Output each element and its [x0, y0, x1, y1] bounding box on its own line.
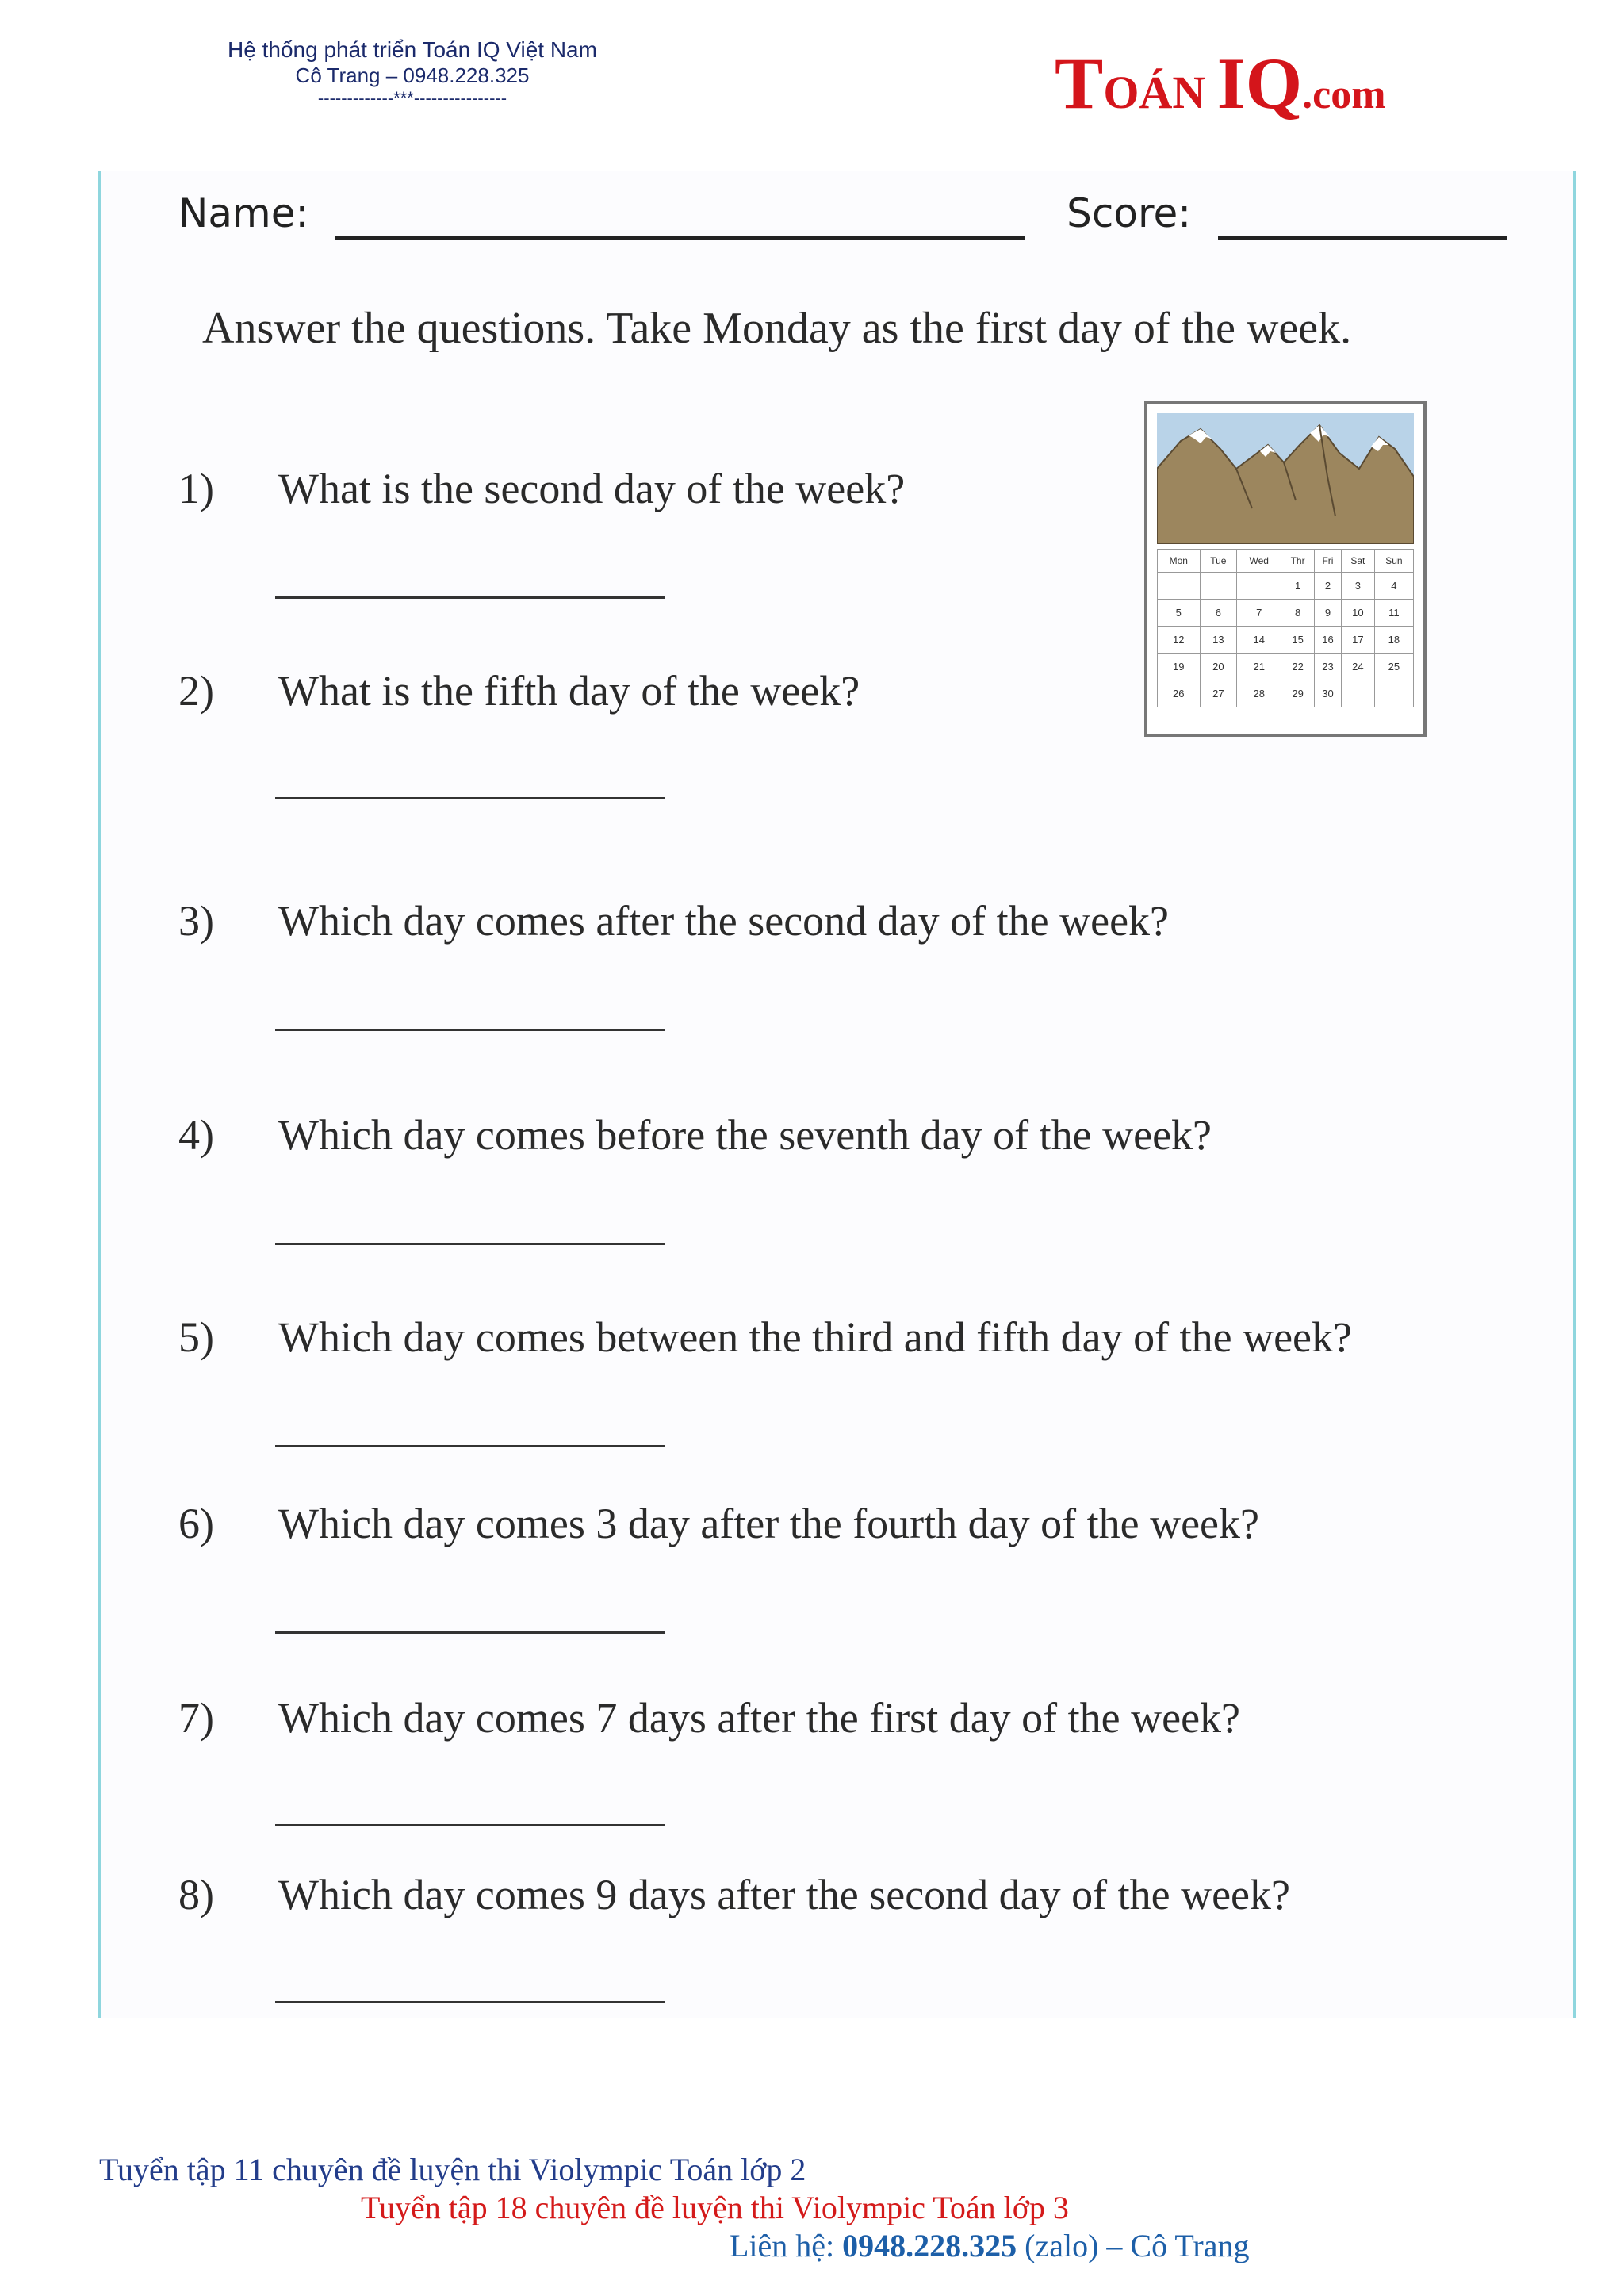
calendar-cell: 10: [1341, 600, 1374, 627]
question-number: 3): [178, 897, 214, 945]
name-score-row: [178, 190, 1507, 240]
question-text: Which day comes 7 days after the first day of the week?: [278, 1694, 1241, 1742]
calendar-cell: 27: [1200, 680, 1237, 707]
calendar-header-row: [1158, 550, 1414, 573]
question-number: 6): [178, 1500, 214, 1547]
calendar-cell: 21: [1237, 654, 1281, 680]
calendar-cell: 1: [1281, 573, 1315, 600]
calendar-illustration: [1144, 401, 1427, 737]
question-text: Which day comes 3 day after the fourth day of the week?: [278, 1500, 1259, 1547]
question-number: 4): [178, 1111, 214, 1159]
calendar-cell: 13: [1200, 627, 1237, 654]
question-5: [178, 1313, 1352, 1362]
calendar-cell: 20: [1200, 654, 1237, 680]
org-line: Hệ thống phát triển Toán IQ Việt Nam: [228, 37, 597, 62]
question-number: 1): [178, 465, 214, 512]
toaniq-logo: [1055, 41, 1386, 125]
answer-line-3[interactable]: [275, 1029, 665, 1031]
calendar-cell: [1158, 573, 1201, 600]
calendar-cell: 9: [1314, 600, 1341, 627]
question-6: [178, 1499, 1259, 1548]
question-number: 7): [178, 1694, 214, 1742]
question-3: [178, 896, 1169, 945]
answer-line-8[interactable]: [275, 2001, 665, 2003]
header-info: [143, 36, 682, 109]
day-header: Sun: [1374, 550, 1413, 573]
calendar-cell: 18: [1374, 627, 1413, 654]
calendar-cell: [1341, 680, 1374, 707]
question-text: Which day comes after the second day of the week?: [278, 897, 1170, 945]
calendar-cell: 12: [1158, 627, 1201, 654]
answer-line-1[interactable]: [275, 596, 665, 599]
calendar-grid: [1157, 549, 1414, 707]
logo-part-3: IQ: [1216, 43, 1303, 124]
calendar-cell: 29: [1281, 680, 1315, 707]
calendar-week: [1158, 680, 1414, 707]
question-8: [178, 1870, 1290, 1919]
question-text: Which day comes before the seventh day of the week?: [278, 1111, 1212, 1159]
calendar-cell: 16: [1314, 627, 1341, 654]
footer-contact: [730, 2227, 1250, 2264]
question-text: Which day comes between the third and fifth day of the week?: [278, 1313, 1352, 1361]
calendar-week: [1158, 573, 1414, 600]
contact-line: Cô Trang – 0948.228.325: [295, 63, 530, 87]
answer-line-4[interactable]: [275, 1243, 665, 1245]
calendar-cell: 17: [1341, 627, 1374, 654]
logo-part-4: .com: [1302, 72, 1386, 117]
question-text: What is the second day of the week?: [278, 465, 906, 512]
calendar-week: [1158, 654, 1414, 680]
calendar-cell: 24: [1341, 654, 1374, 680]
question-number: 2): [178, 667, 214, 715]
contact-phone: 0948.228.325: [842, 2228, 1017, 2263]
day-header: Sat: [1341, 550, 1374, 573]
question-text: What is the fifth day of the week?: [278, 667, 860, 715]
calendar-cell: 2: [1314, 573, 1341, 600]
answer-line-6[interactable]: [275, 1631, 665, 1634]
answer-line-2[interactable]: [275, 797, 665, 799]
calendar-cell: 15: [1281, 627, 1315, 654]
calendar-cell: 3: [1341, 573, 1374, 600]
question-number: 5): [178, 1313, 214, 1361]
calendar-week: [1158, 627, 1414, 654]
calendar-week: [1158, 600, 1414, 627]
calendar-cell: 7: [1237, 600, 1281, 627]
day-header: Thr: [1281, 550, 1315, 573]
calendar-cell: 28: [1237, 680, 1281, 707]
day-header: Wed: [1237, 550, 1281, 573]
calendar-cell: [1200, 573, 1237, 600]
logo-part-1: T: [1055, 43, 1104, 124]
day-header: Mon: [1158, 550, 1201, 573]
question-number: 8): [178, 1871, 214, 1918]
question-4: [178, 1110, 1212, 1159]
footer-link-grade-3[interactable]: Tuyển tập 18 chuyên đề luyện thi Violympic Toán lớp 3: [361, 2190, 1069, 2225]
frame-right-border: [1573, 171, 1576, 2018]
calendar-cell: [1374, 680, 1413, 707]
score-field[interactable]: [1218, 190, 1507, 240]
name-label: Name:: [178, 190, 309, 236]
answer-line-7[interactable]: [275, 1824, 665, 1826]
contact-suffix: (zalo) – Cô Trang: [1017, 2228, 1250, 2263]
question-1: [178, 464, 905, 513]
calendar-cell: 25: [1374, 654, 1413, 680]
logo-part-2: OÁN: [1103, 67, 1217, 118]
question-7: [178, 1693, 1240, 1742]
question-text: Which day comes 9 days after the second day of the week?: [278, 1871, 1290, 1918]
day-header: Tue: [1200, 550, 1237, 573]
mountain-picture: [1157, 413, 1414, 544]
calendar-cell: 4: [1374, 573, 1413, 600]
calendar-cell: [1237, 573, 1281, 600]
calendar-cell: 19: [1158, 654, 1201, 680]
frame-left-border: [98, 171, 102, 2018]
calendar-cell: 14: [1237, 627, 1281, 654]
calendar-cell: 11: [1374, 600, 1413, 627]
calendar-cell: 30: [1314, 680, 1341, 707]
contact-prefix: Liên hệ:: [730, 2228, 843, 2263]
question-2: [178, 666, 860, 715]
calendar-cell: 23: [1314, 654, 1341, 680]
instruction: Answer the questions. Take Monday as the first day of the week.: [202, 304, 1352, 353]
calendar-cell: 22: [1281, 654, 1315, 680]
answer-line-5[interactable]: [275, 1445, 665, 1447]
calendar-cell: 5: [1158, 600, 1201, 627]
score-label: Score:: [1067, 190, 1192, 236]
calendar-cell: 8: [1281, 600, 1315, 627]
header-divider: -------------***----------------: [317, 88, 508, 108]
footer-link-grade-2[interactable]: Tuyển tập 11 chuyên đề luyện thi Violympic Toán lớp 2: [99, 2152, 806, 2187]
calendar-cell: 6: [1200, 600, 1237, 627]
calendar-cell: 26: [1158, 680, 1201, 707]
day-header: Fri: [1314, 550, 1341, 573]
name-field[interactable]: [335, 190, 1025, 240]
